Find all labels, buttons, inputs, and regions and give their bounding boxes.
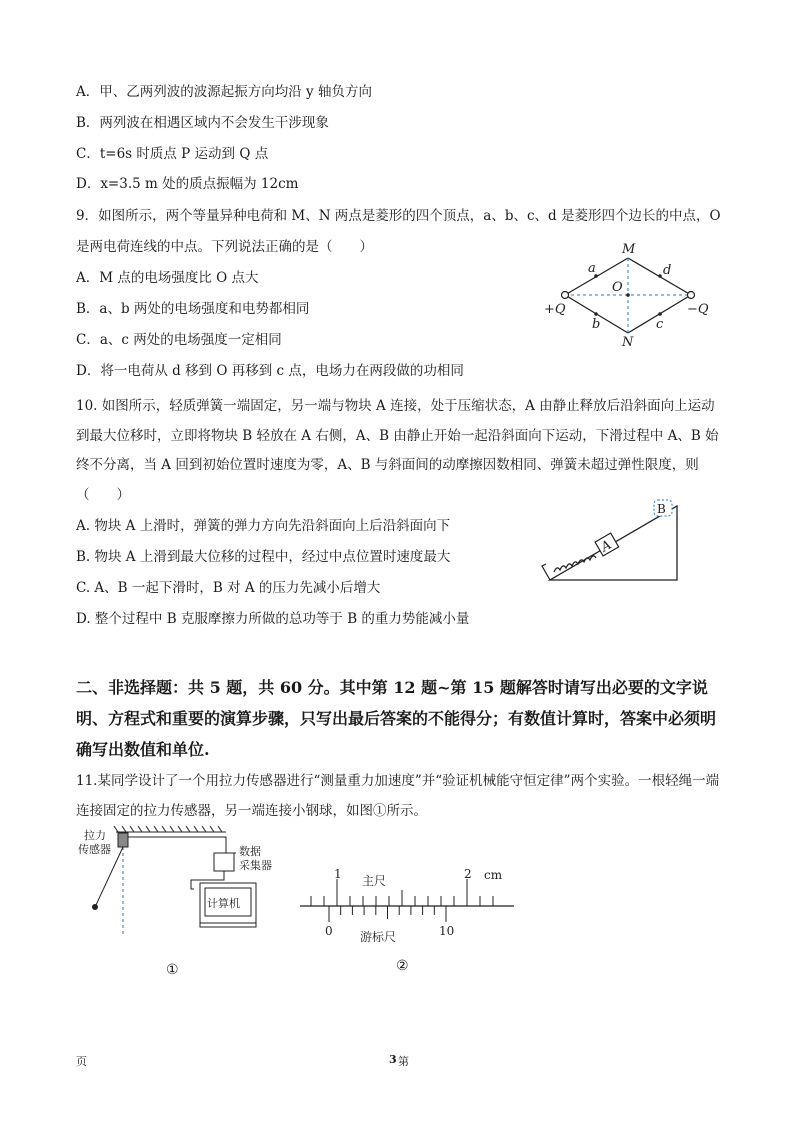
- collector-label-1: 数据: [239, 845, 261, 858]
- q9-stem-line1: 9．如图所示，两个等量异种电荷和 M、N 两点是菱形的四个顶点，a、b、c、d 是菱形四个边长的中点，O: [76, 208, 721, 224]
- sensor-label-2: 传感器: [78, 843, 111, 856]
- q9-option-b: B．a、b 两处的电场强度和电势都相同: [76, 301, 310, 317]
- block-a-label: A: [598, 537, 615, 556]
- vernier-tick-0: 0: [325, 924, 333, 938]
- label-d: d: [663, 263, 672, 278]
- q10-incline-figure: [540, 496, 685, 584]
- q8-option-a: A．甲、乙两列波的波源起振方向均沿 y 轴负方向: [76, 84, 372, 100]
- label-o: O: [612, 280, 623, 295]
- main-tick-2: 2: [464, 867, 472, 881]
- sensor-label-1: 拉力: [84, 829, 106, 842]
- q10-stem: 10. 如图所示，轻质弹簧一端固定，另一端与物块 A 连接，处于压缩状态，A 由静止释放后沿斜面向上运动到最大位移时，立即将物块 B 轻放在 A 右侧，A、B 由静止开始一起沿斜面向下运动，下滑过程中 A、B 始终不分离，当 A 回到初始位置时速度为零，A、B 与斜面间的动摩擦因数相同、弹簧未超过弹性限度，则（ ）: [76, 398, 719, 503]
- q8-option-b: B．两列波在相遇区域内不会发生干涉现象: [76, 115, 329, 131]
- label-plus-q: +Q: [544, 302, 566, 317]
- main-scale-label: 主尺: [362, 874, 387, 888]
- q10-option-d: D. 整个过程中 B 克服摩擦力所做的总功等于 B 的重力势能减小量: [76, 611, 470, 627]
- page-number: 3: [389, 1053, 397, 1066]
- q10-option-a: A. 物块 A 上滑时，弹簧的弹力方向先沿斜面向上后沿斜面向下: [76, 518, 451, 534]
- vernier-tick-10: 10: [439, 924, 455, 938]
- q8-option-d: D．x=3.5 m 处的质点振幅为 12cm: [76, 176, 299, 192]
- q10-option-b: B. 物块 A 上滑到最大位移的过程中，经过中点位置时速度最大: [76, 549, 451, 565]
- label-b: b: [592, 317, 601, 332]
- computer-label: 计算机: [207, 897, 240, 910]
- block-b-label: B: [657, 502, 666, 516]
- q11-stem: 11.某同学设计了一个用拉力传感器进行“测量重力加速度”并“验证机械能守恒定律”两个实验。一根轻绳一端连接固定的拉力传感器，另一端连接小钢球，如图①所示。: [76, 773, 720, 819]
- q9-stem-line2: 是两电荷连线的中点。下列说法正确的是（ ）: [76, 239, 373, 255]
- q9-option-d: D．将一电荷从 d 移到 O 再移到 c 点，电场力在两段做的功相同: [76, 363, 464, 379]
- fig2-caption: ②: [396, 958, 409, 974]
- section2-heading: 二、非选择题：共 5 题，共 60 分。其中第 12 题~第 15 题解答时请写出必要的文字说明、方程式和重要的演算步骤，只写出最后答案的不能得分；有数值计算时，答案中必须明确写出数值和单位.: [76, 678, 717, 759]
- q11-figure-1: [76, 825, 291, 940]
- q9-option-c: C．a、c 两处的电场强度一定相同: [76, 332, 282, 348]
- label-n: N: [622, 335, 634, 350]
- label-m: M: [622, 242, 636, 257]
- q9-option-a: A．M 点的电场强度比 O 点大: [76, 270, 259, 286]
- q10-option-c: C. A、B 一起下滑时，B 对 A 的压力先减小后增大: [76, 580, 381, 596]
- q9-rhombus-figure: [540, 238, 720, 350]
- collector-label-2: 采集器: [239, 859, 272, 872]
- q11-figure-2-vernier: [296, 865, 518, 943]
- vernier-scale-label: 游标尺: [360, 930, 397, 943]
- unit-label: cm: [484, 868, 503, 882]
- page-suffix: 第: [398, 1055, 409, 1068]
- footer-left: 页: [76, 1055, 87, 1068]
- label-a: a: [588, 261, 596, 276]
- label-minus-q: −Q: [687, 302, 709, 317]
- fig1-caption: ①: [166, 962, 179, 978]
- label-c: c: [656, 317, 664, 332]
- main-tick-1: 1: [334, 867, 342, 881]
- q8-option-c: C．t=6s 时质点 P 运动到 Q 点: [76, 146, 269, 162]
